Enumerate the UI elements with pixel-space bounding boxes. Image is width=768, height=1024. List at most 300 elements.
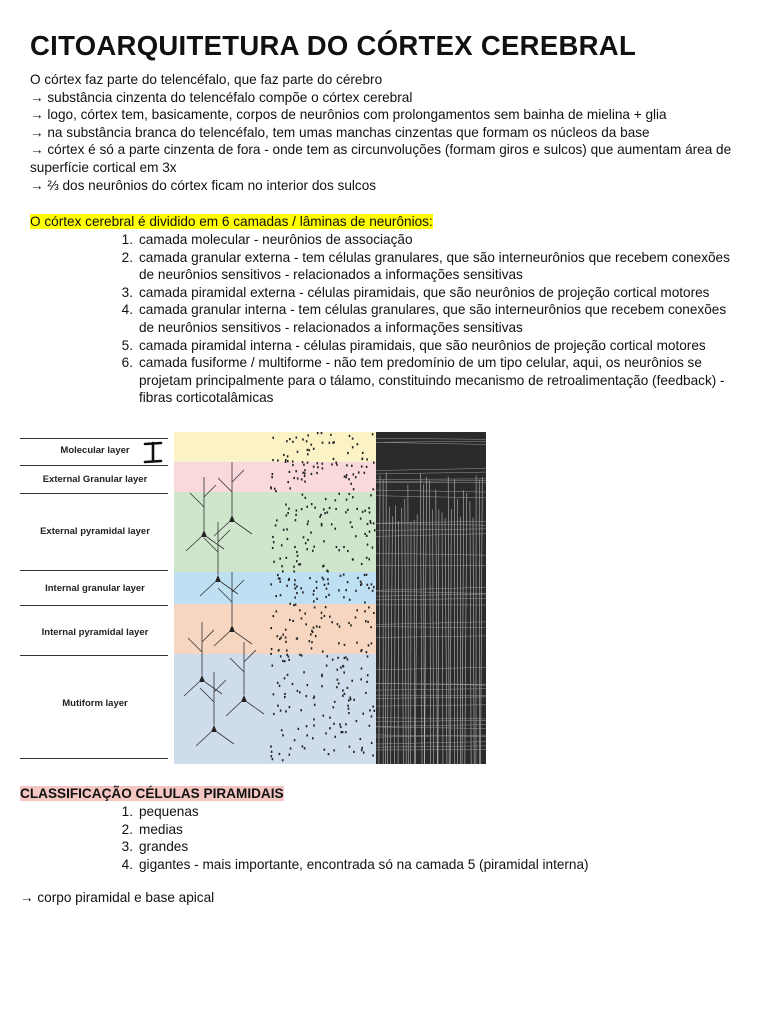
cell-dot [334,528,336,530]
cell-dot [280,637,282,639]
cell-dot [285,636,287,638]
intro-line: → ⅔ dos neurônios do córtex ficam no interior dos sulcos [30,177,377,193]
cell-dot [313,448,315,450]
cell-dot [307,523,309,525]
cell-dot [284,696,286,698]
cell-dot [313,546,315,548]
cell-dot [307,434,309,436]
cell-dot [333,723,335,725]
cell-dot [286,585,288,587]
cell-dot [317,466,319,468]
cell-dot [296,436,298,438]
cell-dot [299,609,301,611]
cell-dot [314,606,316,608]
cell-dot [373,586,375,588]
intro-line: → na substância branca do telencéfalo, tem umas manchas cinzentas que formam os núcleos da base [30,124,650,140]
layer-band [174,604,376,654]
cell-dot [348,622,350,624]
cell-dot [360,584,362,586]
cell-dot [281,729,283,731]
cell-dot [301,508,303,510]
intro-paragraph [30,71,750,194]
cell-dot [328,753,330,755]
list-item: 2. camada granular externa - tem células granulares, que são interneurônios que recebem conexões de neurônios sensitivos - relacionados a informações sensitivas [121,249,730,283]
cell-dot [294,546,296,548]
cell-dot [311,630,313,632]
cell-dot [329,616,331,618]
cell-dot [345,731,347,733]
cell-dot [289,619,291,621]
cell-dot [314,704,316,706]
figure-label-external-pyramidal: External pyramidal layer [40,526,150,537]
intro-line: → córtex é só a parte cinzenta de fora - onde tem as circunvoluções (formam giros e sulcos) que aumentam área de superfície cortical em 3x [30,142,732,175]
cell-dot [306,440,308,442]
cell-dot [328,583,330,585]
cell-dot [366,557,368,559]
cell-dot [273,693,275,695]
list-item: 6. camada fusiforme / multiforme - não tem predomínio de um tipo celular, aqui, os neurônios se projetam principalmente para o tálamo, constituindo mecanismo de retroalimentação (feedback) - fibras corticotalâmicas [121,355,725,406]
cell-dot [296,560,298,562]
cell-dot [368,606,370,608]
cell-dot [304,469,306,471]
cell-dot [322,577,324,579]
cell-dot [367,544,369,546]
cell-dot [367,621,369,623]
cell-dot [284,677,286,679]
cell-dot [361,749,363,751]
cell-dot [338,642,340,644]
cell-dot [296,592,298,594]
cell-dot [282,634,284,636]
cell-dot [319,516,321,518]
cell-dot [286,557,288,559]
cell-dot [287,512,289,514]
cell-dot [364,574,366,576]
cell-dot [353,751,355,753]
cell-dot [280,710,282,712]
cell-dot [372,433,374,435]
cell-dot [325,596,327,598]
cell-dot [317,432,319,434]
cell-dot [310,532,312,534]
cell-dot [286,440,288,442]
cell-dot [283,454,285,456]
cell-dot [353,699,355,701]
cell-dot [342,665,344,667]
cell-dot [301,478,303,480]
cell-dot [321,523,323,525]
cell-dot [285,459,287,461]
cell-dot [325,498,327,500]
cell-dot [303,536,305,538]
cell-dot [302,461,304,463]
cell-dot [347,550,349,552]
cell-dot [335,508,337,510]
cell-dot [305,623,307,625]
cell-dot [322,565,324,567]
cell-dot [374,529,376,531]
cell-dot [311,473,313,475]
cell-dot [274,488,276,490]
cell-dot [307,453,309,455]
intro-line: → logo, córtex tem, basicamente, corpos de neurônios com prolongamentos sem bainha de mielina + glia [30,107,667,123]
cell-dot [272,758,274,760]
figure-label-internal-granular: Internal granular layer [45,583,145,594]
cell-dot [343,546,345,548]
cell-dot [365,692,367,694]
cell-dot [362,713,364,715]
figure-divider [20,570,168,571]
cell-dot [358,471,360,473]
cell-dot [279,753,281,755]
cell-dot [345,589,347,591]
cell-dot [270,653,272,655]
pyramidal-classes-list [115,803,745,873]
cell-dot [311,641,313,643]
cell-dot [279,558,281,560]
cell-dot [310,633,312,635]
cell-dot [355,616,357,618]
cell-dot [371,742,373,744]
cell-dot [273,615,275,617]
cell-dot [319,626,321,628]
cell-dot [286,528,288,530]
cell-dot [333,749,335,751]
cell-dot [337,657,339,659]
cell-dot [277,574,279,576]
cell-dot [344,476,346,478]
cell-dot [282,660,284,662]
cell-dot [322,463,324,465]
cell-dot [323,715,325,717]
cell-dot [281,544,283,546]
cell-dot [370,626,372,628]
cell-dot [361,465,363,467]
cell-dot [371,715,373,717]
cell-dot [339,626,341,628]
cell-dot [357,443,359,445]
cell-dot [299,691,301,693]
cell-dot [313,466,315,468]
cell-dot [340,726,342,728]
cell-dot [292,460,294,462]
cell-dot [366,535,368,537]
cell-dot [271,751,273,753]
cell-dot [330,434,332,436]
cell-dot [336,546,338,548]
cell-dot [273,561,275,563]
cell-dot [302,472,304,474]
cell-dot [347,705,349,707]
cell-dot [329,717,331,719]
cell-dot [293,566,295,568]
cell-dot [334,736,336,738]
cell-dot [297,555,299,557]
cell-dot [349,599,351,601]
cell-dot [336,686,338,688]
cell-dot [297,451,299,453]
cell-dot [351,526,353,528]
cell-dot [316,625,318,627]
cell-dot [313,590,315,592]
cell-dot [273,713,275,715]
cell-dot [312,737,314,739]
cell-dot [285,710,287,712]
cortex-layers-figure [20,430,490,766]
cell-dot [277,635,279,637]
cell-dot [365,620,367,622]
cell-dot [272,459,274,461]
cell-dot [333,706,335,708]
cell-dot [306,725,308,727]
cell-dot [275,490,277,492]
cell-dot [323,540,325,542]
cell-dot [303,464,305,466]
cell-dot [285,629,287,631]
cell-dot [360,581,362,583]
cell-dot [337,623,339,625]
cell-dot [356,642,358,644]
cell-dot [360,518,362,520]
cell-dot [289,706,291,708]
cell-dot [322,651,324,653]
cell-dot [293,570,295,572]
cell-dot [338,493,340,495]
figure-label-internal-pyramidal: Internal pyramidal layer [41,627,149,638]
cell-dot [316,598,318,600]
page-title: CITOARQUITETURA DO CÓRTEX CEREBRAL [30,30,637,61]
layers-heading: O córtex cerebral é dividido em 6 camadas / lâminas de neurônios: [30,214,433,229]
cell-dot [289,471,291,473]
cell-dot [298,563,300,565]
cell-dot [321,685,323,687]
cell-dot [270,487,272,489]
cell-dot [371,642,373,644]
cell-dot [372,706,374,708]
cell-dot [309,640,311,642]
figure-divider [20,655,168,656]
cell-dot [324,615,326,617]
list-item: 2. medias [121,821,183,837]
cell-dot [368,587,370,589]
cell-dot [314,507,316,509]
cell-dot [325,732,327,734]
cell-dot [338,589,340,591]
cell-dot [302,494,304,496]
cell-dot [356,720,358,722]
cell-dot [312,550,314,552]
cell-dot [351,680,353,682]
figure-label-external-granular: External Granular layer [42,474,148,485]
cell-dot [271,755,273,757]
cell-dot [369,511,371,513]
cell-dot [367,655,369,657]
layers-list [115,231,745,407]
cell-dot [279,581,281,583]
cell-dot [340,575,342,577]
cell-dot [364,601,366,603]
cell-dot [286,649,288,651]
figure-label-multiform: Mutiform layer [62,698,128,709]
cell-dot [337,669,339,671]
cell-dot [295,470,297,472]
cell-dot [270,627,272,629]
list-item: 4. camada granular interna - tem células granulares, que são interneurônios que recebem conexões de neurônios sensitivos - relacionados a informações sensitivas [121,302,727,335]
cell-dot [361,563,363,565]
cell-dot [303,671,305,673]
cell-dot [338,682,340,684]
cell-dot [287,481,289,483]
cell-dot [320,514,322,516]
figure-divider [20,493,168,494]
cell-dot [307,520,309,522]
cell-dot [342,731,344,733]
cell-dot [289,487,291,489]
cell-dot [366,681,368,683]
cell-dot [360,678,362,680]
cell-dot [327,655,329,657]
cell-dot [297,477,299,479]
cell-dot [285,504,287,506]
list-item: 1. pequenas [121,804,199,819]
cell-dot [302,438,304,440]
cell-dot [283,529,285,531]
cell-dot [373,522,375,524]
cell-dot [308,449,310,451]
cell-dot [284,660,286,662]
handwritten-mark [141,440,165,466]
cell-dot [343,596,345,598]
cell-dot [350,624,352,626]
cell-dot [325,606,327,608]
cell-dot [346,499,348,501]
cell-dot [313,627,315,629]
cell-dot [286,514,288,516]
layer-band [174,654,376,764]
cell-dot [277,459,279,461]
cell-dot [343,671,345,673]
cell-dot [373,462,375,464]
cell-dot [344,657,346,659]
cell-dot [347,509,349,511]
cell-dot [355,590,357,592]
cell-dot [344,644,346,646]
cell-dot [281,565,283,567]
cell-dot [321,617,323,619]
cell-dot [348,699,350,701]
cell-dot [307,684,309,686]
cell-dot [296,509,298,511]
cell-dot [368,644,370,646]
cell-dot [364,472,366,474]
cell-dot [329,727,331,729]
cell-dot [280,594,282,596]
list-item: 3. camada piramidal externa - células piramidais, que são neurônios de projeção cortical motores [121,284,710,300]
cell-dot [346,464,348,466]
cell-dot [296,585,298,587]
cell-dot [284,693,286,695]
cell-dot [287,538,289,540]
cell-dot [295,514,297,516]
cell-dot [335,499,337,501]
cell-dot [326,570,328,572]
cell-dot [349,746,351,748]
cell-dot [277,682,279,684]
cell-dot [288,508,290,510]
cell-dot [287,455,289,457]
cell-dot [350,698,352,700]
cell-dot [352,438,354,440]
cell-dot [292,620,294,622]
cell-dot [306,734,308,736]
cell-dot [282,759,284,761]
cell-dot [362,458,364,460]
cell-dot [297,690,299,692]
cell-dot [346,474,348,476]
cell-dot [306,695,308,697]
cell-dot [287,460,289,462]
cell-dot [316,472,318,474]
cell-dot [368,507,370,509]
cell-dot [321,675,323,677]
cell-dot [293,477,295,479]
cell-dot [362,452,364,454]
cell-dot [270,746,272,748]
cell-dot [353,473,355,475]
cell-dot [304,472,306,474]
cell-dot [270,583,272,585]
cell-dot [333,441,335,443]
cell-dot [347,687,349,689]
figure-divider [20,605,168,606]
cell-dot [370,522,372,524]
cell-dot [363,752,365,754]
cell-dot [292,683,294,685]
cell-dot [289,754,291,756]
list-item: 1. camada molecular - neurônios de associação [121,232,413,247]
cell-dot [317,462,319,464]
cell-dot [288,659,290,661]
classes-heading: CLASSIFICAÇÃO CÉLULAS PIRAMIDAIS [20,786,284,801]
cell-dot [348,712,350,714]
cell-dot [294,739,296,741]
cell-dot [337,679,339,681]
cell-dot [326,588,328,590]
cell-dot [311,503,313,505]
cell-dot [361,649,363,651]
layer-band [174,572,376,604]
cell-dot [290,747,292,749]
list-item: 4. gigantes - mais importante, encontrada só na camada 5 (piramidal interna) [121,856,589,872]
cell-dot [306,506,308,508]
cell-dot [329,442,331,444]
cell-dot [374,710,376,712]
cell-dot [345,511,347,513]
cell-dot [305,542,307,544]
cell-dot [372,547,374,549]
cell-dot [294,584,296,586]
cell-dot [329,507,331,509]
cell-dot [367,674,369,676]
cell-dot [331,523,333,525]
cell-dot [288,655,290,657]
cell-dot [311,444,313,446]
cell-dot [336,464,338,466]
cell-dot [322,442,324,444]
cell-dot [279,685,281,687]
list-item: 3. grandes [121,839,189,855]
cell-dot [289,603,291,605]
